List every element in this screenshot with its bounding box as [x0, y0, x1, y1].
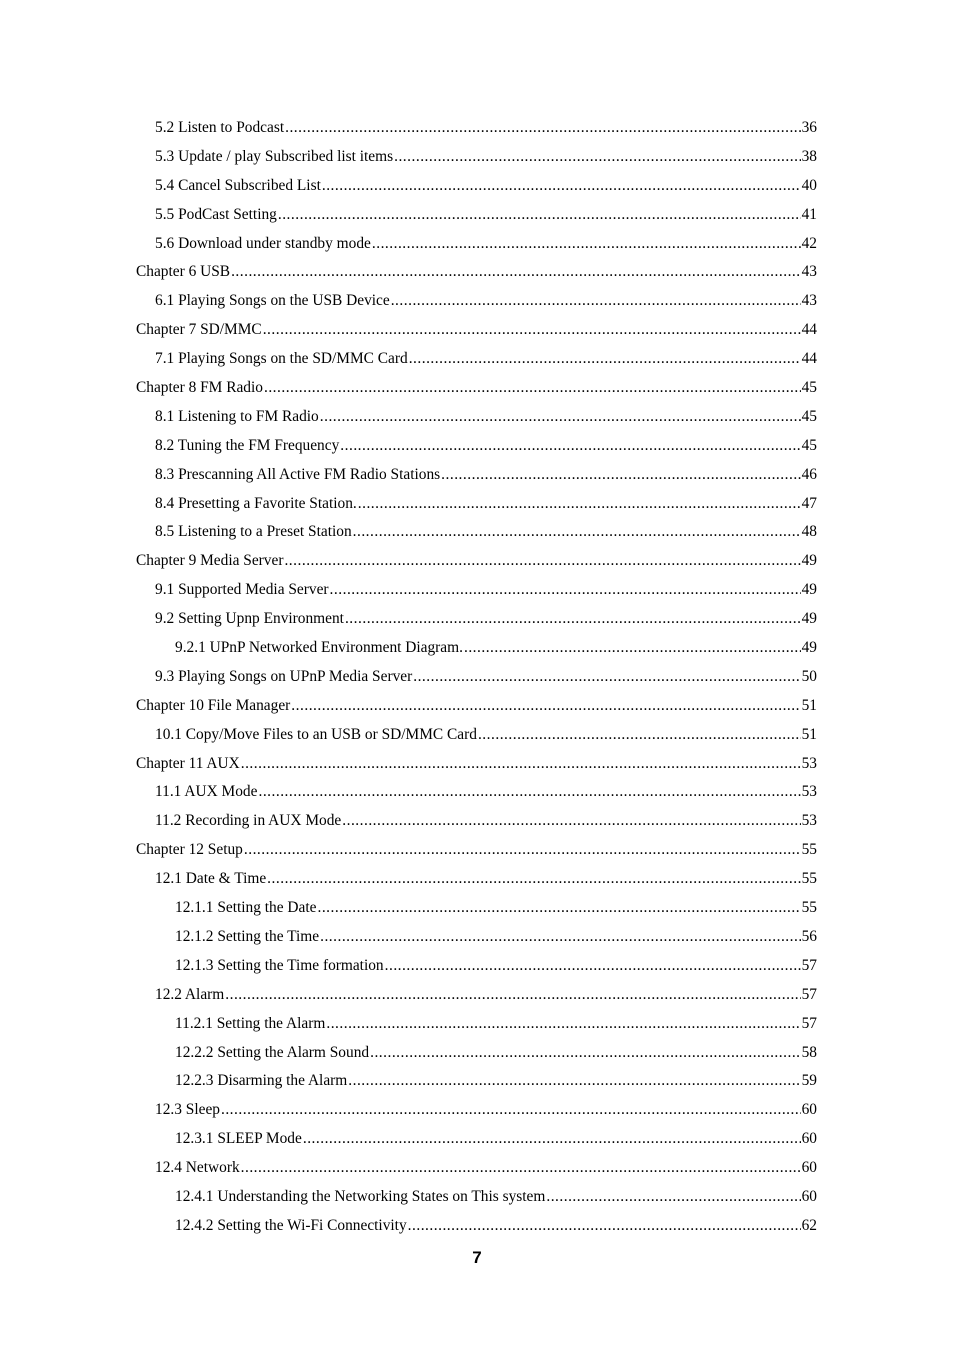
toc-entry-page: 51 [801, 696, 817, 714]
toc-entry[interactable] [0, 952, 954, 981]
toc-entry[interactable] [0, 518, 954, 547]
toc-entry-title: 12.1.1 Setting the Date [175, 899, 317, 917]
toc-dot-leader [303, 1125, 801, 1154]
toc-entry-title: 12.1.2 Setting the Time [175, 927, 320, 945]
toc-entry[interactable] [0, 663, 954, 692]
toc-entry-line [155, 778, 817, 807]
toc-entry-line [136, 692, 817, 721]
toc-dot-leader [345, 605, 801, 634]
toc-entry[interactable] [0, 1154, 954, 1183]
toc-entry-line [175, 952, 817, 981]
toc-dot-leader [340, 432, 800, 461]
toc-entry-line [136, 547, 817, 576]
toc-entry-title: 12.3 Sleep [155, 1101, 220, 1119]
toc-entry-page: 55 [801, 870, 817, 888]
toc-entry-title: Chapter 6 USB [136, 263, 231, 281]
toc-entry-page: 49 [801, 552, 817, 570]
toc-entry-page: 60 [801, 1130, 817, 1148]
toc-entry[interactable] [0, 114, 954, 143]
toc-dot-leader [320, 403, 801, 432]
toc-entry[interactable] [0, 605, 954, 634]
toc-entry-title: 9.1 Supported Media Server [155, 581, 329, 599]
toc-entry[interactable] [0, 865, 954, 894]
toc-entry-page: 48 [801, 523, 817, 541]
toc-dot-leader [546, 1183, 800, 1212]
toc-entry-title: 8.2 Tuning the FM Frequency [155, 436, 340, 454]
toc-entry[interactable] [0, 1096, 954, 1125]
toc-entry[interactable] [0, 461, 954, 490]
toc-entry-title: 9.2.1 UPnP Networked Environment Diagram. [175, 639, 463, 657]
toc-entry[interactable] [0, 230, 954, 259]
toc-entry-line [155, 143, 817, 172]
toc-dot-leader [322, 172, 801, 201]
toc-dot-leader [221, 1096, 801, 1125]
toc-entry-title: 12.4.1 Understanding the Networking States on This system [175, 1187, 546, 1205]
toc-dot-leader [441, 461, 800, 490]
toc-entry-title: 6.1 Playing Songs on the USB Device [155, 292, 390, 310]
toc-entry-title: Chapter 7 SD/MMC [136, 321, 262, 339]
toc-entry-title: 10.1 Copy/Move Files to an USB or SD/MMC Card [155, 725, 477, 743]
toc-entry-line [155, 230, 817, 259]
toc-entry-page: 44 [801, 321, 817, 339]
toc-entry-page: 40 [801, 176, 817, 194]
toc-entry-line [175, 1067, 817, 1096]
toc-entry-title: 5.4 Cancel Subscribed List [155, 176, 321, 194]
toc-entry[interactable] [0, 143, 954, 172]
toc-entry-line [175, 894, 817, 923]
toc-entry-line [155, 201, 817, 230]
toc-entry[interactable] [0, 403, 954, 432]
toc-entry-title: 12.1 Date & Time [155, 870, 267, 888]
toc-entry[interactable] [0, 258, 954, 287]
toc-dot-leader [394, 143, 801, 172]
toc-entry-line [136, 258, 817, 287]
toc-entry-line [155, 490, 817, 519]
toc-entry-line [155, 865, 817, 894]
toc-entry-page: 59 [801, 1072, 817, 1090]
toc-entry-page: 60 [801, 1101, 817, 1119]
toc-entry-page: 50 [801, 667, 817, 685]
toc-entry[interactable] [0, 432, 954, 461]
toc-entry-page: 45 [801, 407, 817, 425]
toc-entry-page: 42 [801, 234, 817, 252]
toc-entry-line [175, 634, 817, 663]
toc-entry[interactable] [0, 778, 954, 807]
toc-entry[interactable] [0, 836, 954, 865]
toc-entry[interactable] [0, 692, 954, 721]
toc-dot-leader [267, 865, 800, 894]
toc-entry[interactable] [0, 981, 954, 1010]
toc-entry-title: 12.2.3 Disarming the Alarm [175, 1072, 348, 1090]
toc-entry-title: Chapter 11 AUX [136, 754, 240, 772]
toc-dot-leader [291, 692, 800, 721]
toc-entry-title: 5.3 Update / play Subscribed list items [155, 147, 394, 165]
toc-entry-line [136, 836, 817, 865]
toc-dot-leader [278, 201, 801, 230]
toc-entry-title: 8.4 Presetting a Favorite Station. [155, 494, 357, 512]
toc-dot-leader [353, 518, 801, 547]
toc-entry[interactable] [0, 807, 954, 836]
toc-entry-line [155, 172, 817, 201]
toc-entry-title: 12.1.3 Setting the Time formation [175, 956, 384, 974]
toc-dot-leader [391, 287, 801, 316]
toc-entry-title: Chapter 10 File Manager [136, 696, 291, 714]
toc-dot-leader [413, 663, 800, 692]
toc-entry[interactable] [0, 287, 954, 316]
toc-entry-line [175, 1212, 817, 1241]
toc-entry[interactable] [0, 490, 954, 519]
toc-dot-leader [285, 114, 801, 143]
toc-dot-leader [372, 230, 801, 259]
toc-entry[interactable] [0, 172, 954, 201]
toc-dot-leader [241, 750, 801, 779]
toc-dot-leader [464, 634, 801, 663]
toc-entry-title: 8.5 Listening to a Preset Station [155, 523, 352, 541]
toc-entry-page: 56 [801, 927, 817, 945]
toc-entry[interactable] [0, 894, 954, 923]
toc-entry-line [155, 1096, 817, 1125]
toc-entry-title: 12.4 Network [155, 1159, 240, 1177]
toc-entry-page: 43 [801, 292, 817, 310]
toc-dot-leader [264, 374, 801, 403]
toc-entry-page: 55 [801, 841, 817, 859]
toc-dot-leader [358, 490, 801, 519]
toc-entry-title: 11.1 AUX Mode [155, 783, 258, 801]
toc-dot-leader [409, 345, 801, 374]
toc-entry-page: 60 [801, 1187, 817, 1205]
toc-entry-line [155, 807, 817, 836]
toc-entry-line [175, 923, 817, 952]
toc-dot-leader [342, 807, 800, 836]
toc-entry-page: 45 [801, 436, 817, 454]
toc-dot-leader [370, 1039, 801, 1068]
toc-dot-leader [241, 1154, 801, 1183]
toc-entry-title: 11.2.1 Setting the Alarm [175, 1014, 326, 1032]
toc-entry-page: 45 [801, 379, 817, 397]
toc-entry-line [155, 403, 817, 432]
toc-dot-leader [330, 576, 801, 605]
toc-entry-title: 5.5 PodCast Setting [155, 205, 277, 223]
toc-dot-leader [317, 894, 800, 923]
toc-entry-line [136, 750, 817, 779]
toc-entry[interactable] [0, 576, 954, 605]
toc-entry[interactable] [0, 374, 954, 403]
toc-entry-title: Chapter 9 Media Server [136, 552, 284, 570]
toc-entry-line [155, 432, 817, 461]
toc-entry[interactable] [0, 1039, 954, 1068]
toc-entry[interactable] [0, 345, 954, 374]
toc-entry-page: 49 [801, 639, 817, 657]
toc-entry[interactable] [0, 721, 954, 750]
toc-entry-page: 44 [801, 350, 817, 368]
toc-entry-page: 53 [801, 812, 817, 830]
toc-dot-leader [244, 836, 801, 865]
toc-entry-title: 9.3 Playing Songs on UPnP Media Server [155, 667, 413, 685]
toc-entry-page: 53 [801, 754, 817, 772]
toc-entry[interactable] [0, 201, 954, 230]
toc-entry-page: 46 [801, 465, 817, 483]
toc-dot-leader [326, 1010, 800, 1039]
toc-entry-line [155, 605, 817, 634]
toc-entry-title: Chapter 12 Setup [136, 841, 243, 859]
toc-entry-page: 62 [801, 1216, 817, 1234]
toc-entry[interactable] [0, 1212, 954, 1241]
toc-entry-line [175, 1125, 817, 1154]
toc-dot-leader [225, 981, 800, 1010]
toc-entry-title: 5.2 Listen to Podcast [155, 119, 285, 136]
toc-dot-leader [385, 952, 801, 981]
toc-dot-leader [478, 721, 801, 750]
toc-entry-page: 55 [801, 899, 817, 917]
toc-entry-page: 58 [801, 1043, 817, 1061]
toc-dot-leader [284, 547, 800, 576]
toc-entry-title: Chapter 8 FM Radio [136, 379, 263, 397]
toc-entry[interactable] [0, 1183, 954, 1212]
toc-entry-title: 8.1 Listening to FM Radio [155, 407, 319, 425]
table-of-contents [0, 114, 954, 1241]
toc-entry-page: 38 [801, 147, 817, 165]
toc-entry-page: 53 [801, 783, 817, 801]
toc-entry-title: 9.2 Setting Upnp Environment [155, 610, 344, 628]
toc-entry[interactable] [0, 316, 954, 345]
toc-entry-page: 41 [801, 205, 817, 223]
toc-entry-title: 11.2 Recording in AUX Mode [155, 812, 342, 830]
toc-dot-leader [408, 1212, 801, 1241]
toc-entry-page: 49 [801, 610, 817, 628]
toc-entry-line [155, 114, 817, 143]
toc-entry-line [155, 345, 817, 374]
toc-entry[interactable] [0, 547, 954, 576]
toc-dot-leader [320, 923, 801, 952]
toc-entry-line [136, 374, 817, 403]
toc-entry-line [136, 316, 817, 345]
toc-entry-line [155, 1154, 817, 1183]
toc-entry-line [155, 576, 817, 605]
toc-entry-line [175, 1010, 817, 1039]
toc-dot-leader [258, 778, 800, 807]
toc-entry-line [175, 1183, 817, 1212]
toc-entry-title: 5.6 Download under standby mode [155, 234, 371, 252]
toc-entry[interactable] [0, 750, 954, 779]
toc-entry-line [155, 721, 817, 750]
toc-entry-page: 60 [801, 1159, 817, 1177]
toc-entry-title: 12.3.1 SLEEP Mode [175, 1130, 302, 1148]
toc-entry-title: 7.1 Playing Songs on the SD/MMC Card [155, 350, 408, 368]
toc-entry-line [155, 461, 817, 490]
toc-entry-title: 12.2.2 Setting the Alarm Sound [175, 1043, 370, 1061]
toc-entry[interactable] [0, 1067, 954, 1096]
toc-entry[interactable] [0, 634, 954, 663]
toc-entry-page: 47 [801, 494, 817, 512]
toc-entry-page: 51 [801, 725, 817, 743]
toc-entry-page: 49 [801, 581, 817, 599]
toc-entry[interactable] [0, 1125, 954, 1154]
toc-entry-page: 57 [801, 985, 817, 1003]
toc-entry[interactable] [0, 923, 954, 952]
toc-dot-leader [263, 316, 801, 345]
toc-entry-page: 43 [801, 263, 817, 281]
toc-entry-line [155, 981, 817, 1010]
page-number: 7 [472, 1248, 482, 1267]
toc-dot-leader [231, 258, 801, 287]
toc-entry-line [155, 663, 817, 692]
toc-dot-leader [348, 1067, 800, 1096]
toc-entry[interactable] [0, 1010, 954, 1039]
toc-entry-line [155, 518, 817, 547]
toc-entry-page: 57 [801, 956, 817, 974]
toc-entry-page: 36 [801, 119, 817, 136]
toc-entry-page: 57 [801, 1014, 817, 1032]
toc-entry-title: 12.2 Alarm [155, 985, 225, 1003]
toc-entry-title: 8.3 Prescanning All Active FM Radio Stations [155, 465, 441, 483]
toc-entry-title: 12.4.2 Setting the Wi-Fi Connectivity [175, 1216, 407, 1234]
toc-entry-line [175, 1039, 817, 1068]
toc-entry-line [155, 287, 817, 316]
